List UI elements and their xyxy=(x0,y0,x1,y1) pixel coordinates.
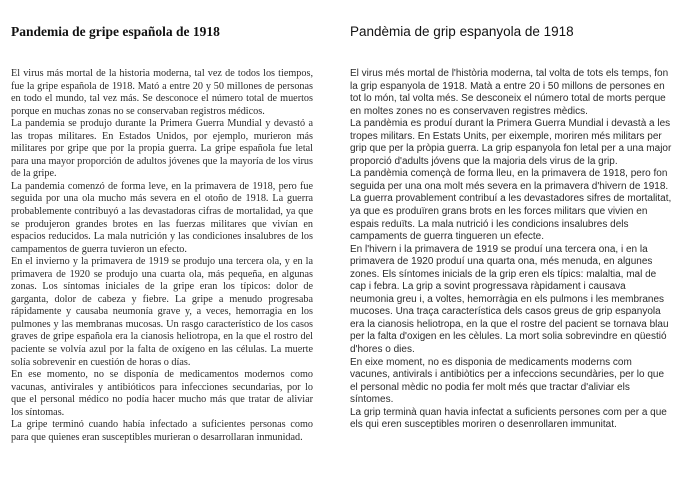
spanish-paragraph-5: En ese momento, no se disponía de medicamentos modernos como vacunas, antivirales y antibióticos para infecciones secundarias, por lo que el personal médico no podía hacer mucho más que tratar de aliviar los síntomas. xyxy=(11,369,313,418)
catalan-paragraph-2: La pandèmia es produí durant la Primera Guerra Mundial i devastà a les tropes militars. En Estats Units, per eixemple, moriren més militars per grip que per la pròpia guerra. La grip espanyola fon letal per a una major proporció d'adults jóvens que la majoria dels virus de la grip. xyxy=(350,118,672,167)
spanish-body xyxy=(11,68,313,444)
catalan-paragraph-6: La grip terminà quan havia infectat a suficients persones com per a que els qui eren susceptibles moriren o desenrollaren immunitat. xyxy=(350,406,667,431)
catalan-body xyxy=(350,68,672,432)
catalan-paragraph-1: El virus més mortal de l'història moderna, tal volta de tots els temps, fon la grip espanyola de 1918. Matà a entre 20 i 50 millons de persones en tot lo món, tal volta més. Se desconeix el número total de morts perque en moltes zones no es conservaven registres mèdics. xyxy=(350,68,669,117)
catalan-paragraph-3: La pandèmia començà de forma lleu, en la primavera de 1918, pero fon seguida per una ona molt més severa en la primavera d'hivern de 1918. La guerra provablement contribuí a les devastadores sifres de mortalitat, ya que es produïren grans brots en les forces militars que vivien en espais reduïts. La mala nutrició i les condicions insalubres dels campaments de guerra tingueren un efecte. xyxy=(350,168,672,243)
spanish-paragraph-4: En el invierno y la primavera de 1919 se produjo una tercera ola, y en la primavera de 1920 se produjo una cuarta ola, más pequeña, en algunas zonas. Los síntomas iniciales de la gripe eran los típicos: dolor de garganta, dolor de cabeza y fiebre. La gripe a menudo progresaba rápidamente y causaba neumonía grave y, a veces, hemorragia en los pulmones y las membranas mucosas. Un rasgo característico de los casos graves de gripe española era la cianosis heliotropa, en la que el rostro del paciente se volvía azul por la falta de oxígeno en las células. La muerte solía sobrevenir en cuestión de horas o días. xyxy=(11,256,313,368)
catalan-paragraph-4: En l'hivern i la primavera de 1919 se produí una tercera ona, i en la primavera de 1920 produí una quarta ona, més menuda, en algunes zones. Els síntomes inicials de la grip eren els típics: malaltia, mal de cap i febra. La grip a sovint progressava ràpidament i causava neumonia greu i, a voltes, hemorràgia en els pulmons i les membranes mucoses. Una traça característica dels casos greus de grip espanyola era la cianosis heliotropa, en la que el rostre del pacient se tornava blau per la falta d'oxigen en les cèlules. La mort solia sobrevindre en qüestió d'hores o dies. xyxy=(350,243,669,356)
catalan-title: Pandèmia de grip espanyola de 1918 xyxy=(350,24,574,39)
catalan-paragraph-5: En eixe moment, no es disponia de medicaments moderns com vacunes, antivirals i antibiòtics per a infeccions secundàries, per lo que el personal mèdic no podia fer molt més que tractar d'aliviar els síntomes. xyxy=(350,356,665,406)
spanish-paragraph-3: La pandemia comenzó de forma leve, en la primavera de 1918, pero fue seguida por una ola mucho más severa en el otoño de 1918. La guerra probablemente contribuyó a las devastadoras cifras de mortalidad, ya que se produjeron grandes brotes en las fuerzas militares que vivían en espacios reducidos. La mala nutrición y las condiciones insalubres de los campamentos de guerra tuvieron un efecto. xyxy=(11,180,313,255)
spanish-paragraph-1: El virus más mortal de la historia moderna, tal vez de todos los tiempos, fue la gripe española de 1918. Mató a entre 20 y 50 millones de personas en todo el mundo, tal vez más. Se desconoce el número total de muertos porque en muchas zonas no se conservaban registros médicos. xyxy=(11,68,313,117)
spanish-paragraph-2: La pandemia se produjo durante la Primera Guerra Mundial y devastó a las tropas militares. En Estados Unidos, por ejemplo, murieron más militares por gripe que por la propia guerra. La gripe española fue letal para una mayor proporción de adultos jóvenes que la mayoría de los virus de la gripe. xyxy=(11,118,313,180)
spanish-title: Pandemia de gripe española de 1918 xyxy=(11,24,220,39)
spanish-paragraph-6: La gripe terminó cuando había infectado a suficientes personas como para que quienes eran susceptibles murieran o desarrollaran inmunidad. xyxy=(11,419,313,443)
